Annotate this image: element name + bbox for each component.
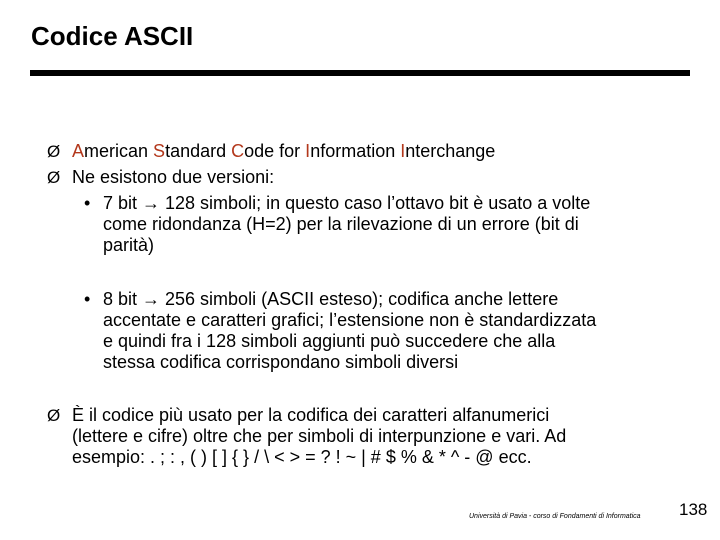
page-number: 138 [679,500,708,519]
initial-letter: I [305,141,311,161]
ascii-word-interchange [400,141,495,161]
initial-letter: I [400,141,406,161]
sub-bullet-7bit [103,193,590,256]
slide-title: Codice ASCII [31,21,194,51]
text-line: 7 bit → 128 simboli; in questo caso l’ottavo bit è usato a volte [103,193,591,213]
initial-letter: S [153,141,166,161]
bullet-arrow-icon: Ø [47,168,61,187]
ascii-word-information [305,141,400,161]
sub-bullet-dot-icon: • [84,193,91,213]
ascii-word-standard [153,141,231,161]
bullet-arrow-icon: Ø [47,142,61,161]
text-line: È il codice più usato per la codifica dei caratteri alfanumerici [72,405,550,425]
word-rest: nterchange [405,141,496,161]
initial-letter: C [231,141,245,161]
word-rest: tandard [165,141,232,161]
text-line: accentate e caratteri grafici; l’estensione non è standardizzata [103,310,597,330]
ascii-word-code [231,141,305,161]
text-line: come ridondanza (H=2) per la rilevazione di un errore (bit di [103,214,579,234]
text-line: (lettere e cifre) oltre che per simboli di interpunzione e vari. Ad [72,426,567,446]
text-line: esempio: . ; : , ( ) [ ] { } / \ < > = ? ! ~ | # $ % & * ^ - @ ecc. [72,447,532,467]
text-line: stessa codifica corrispondano simboli diversi [103,352,459,372]
bullet-arrow-icon: Ø [47,406,61,425]
text-line: 8 bit → 256 simboli (ASCII esteso); codifica anche lettere [103,289,559,309]
bullet-usage-examples [72,405,566,468]
initial-letter: A [72,141,85,161]
bullet-ascii-expansion [72,141,495,162]
text-line: parità) [103,235,155,255]
sub-bullet-dot-icon: • [84,289,91,309]
text-line: e quindi fra i 128 simboli aggiunti può succedere che alla [103,331,556,351]
slide-footer: Università di Pavia - corso di Fondamenti di Informatica [469,513,641,520]
bullet-versions-intro: Ne esistono due versioni: [72,167,275,187]
title-rule [30,70,690,76]
word-rest: ode for [244,141,306,161]
ascii-word-american [72,141,153,161]
word-rest: nformation [310,141,401,161]
sub-bullet-8bit [103,289,596,373]
word-rest: merican [84,141,154,161]
